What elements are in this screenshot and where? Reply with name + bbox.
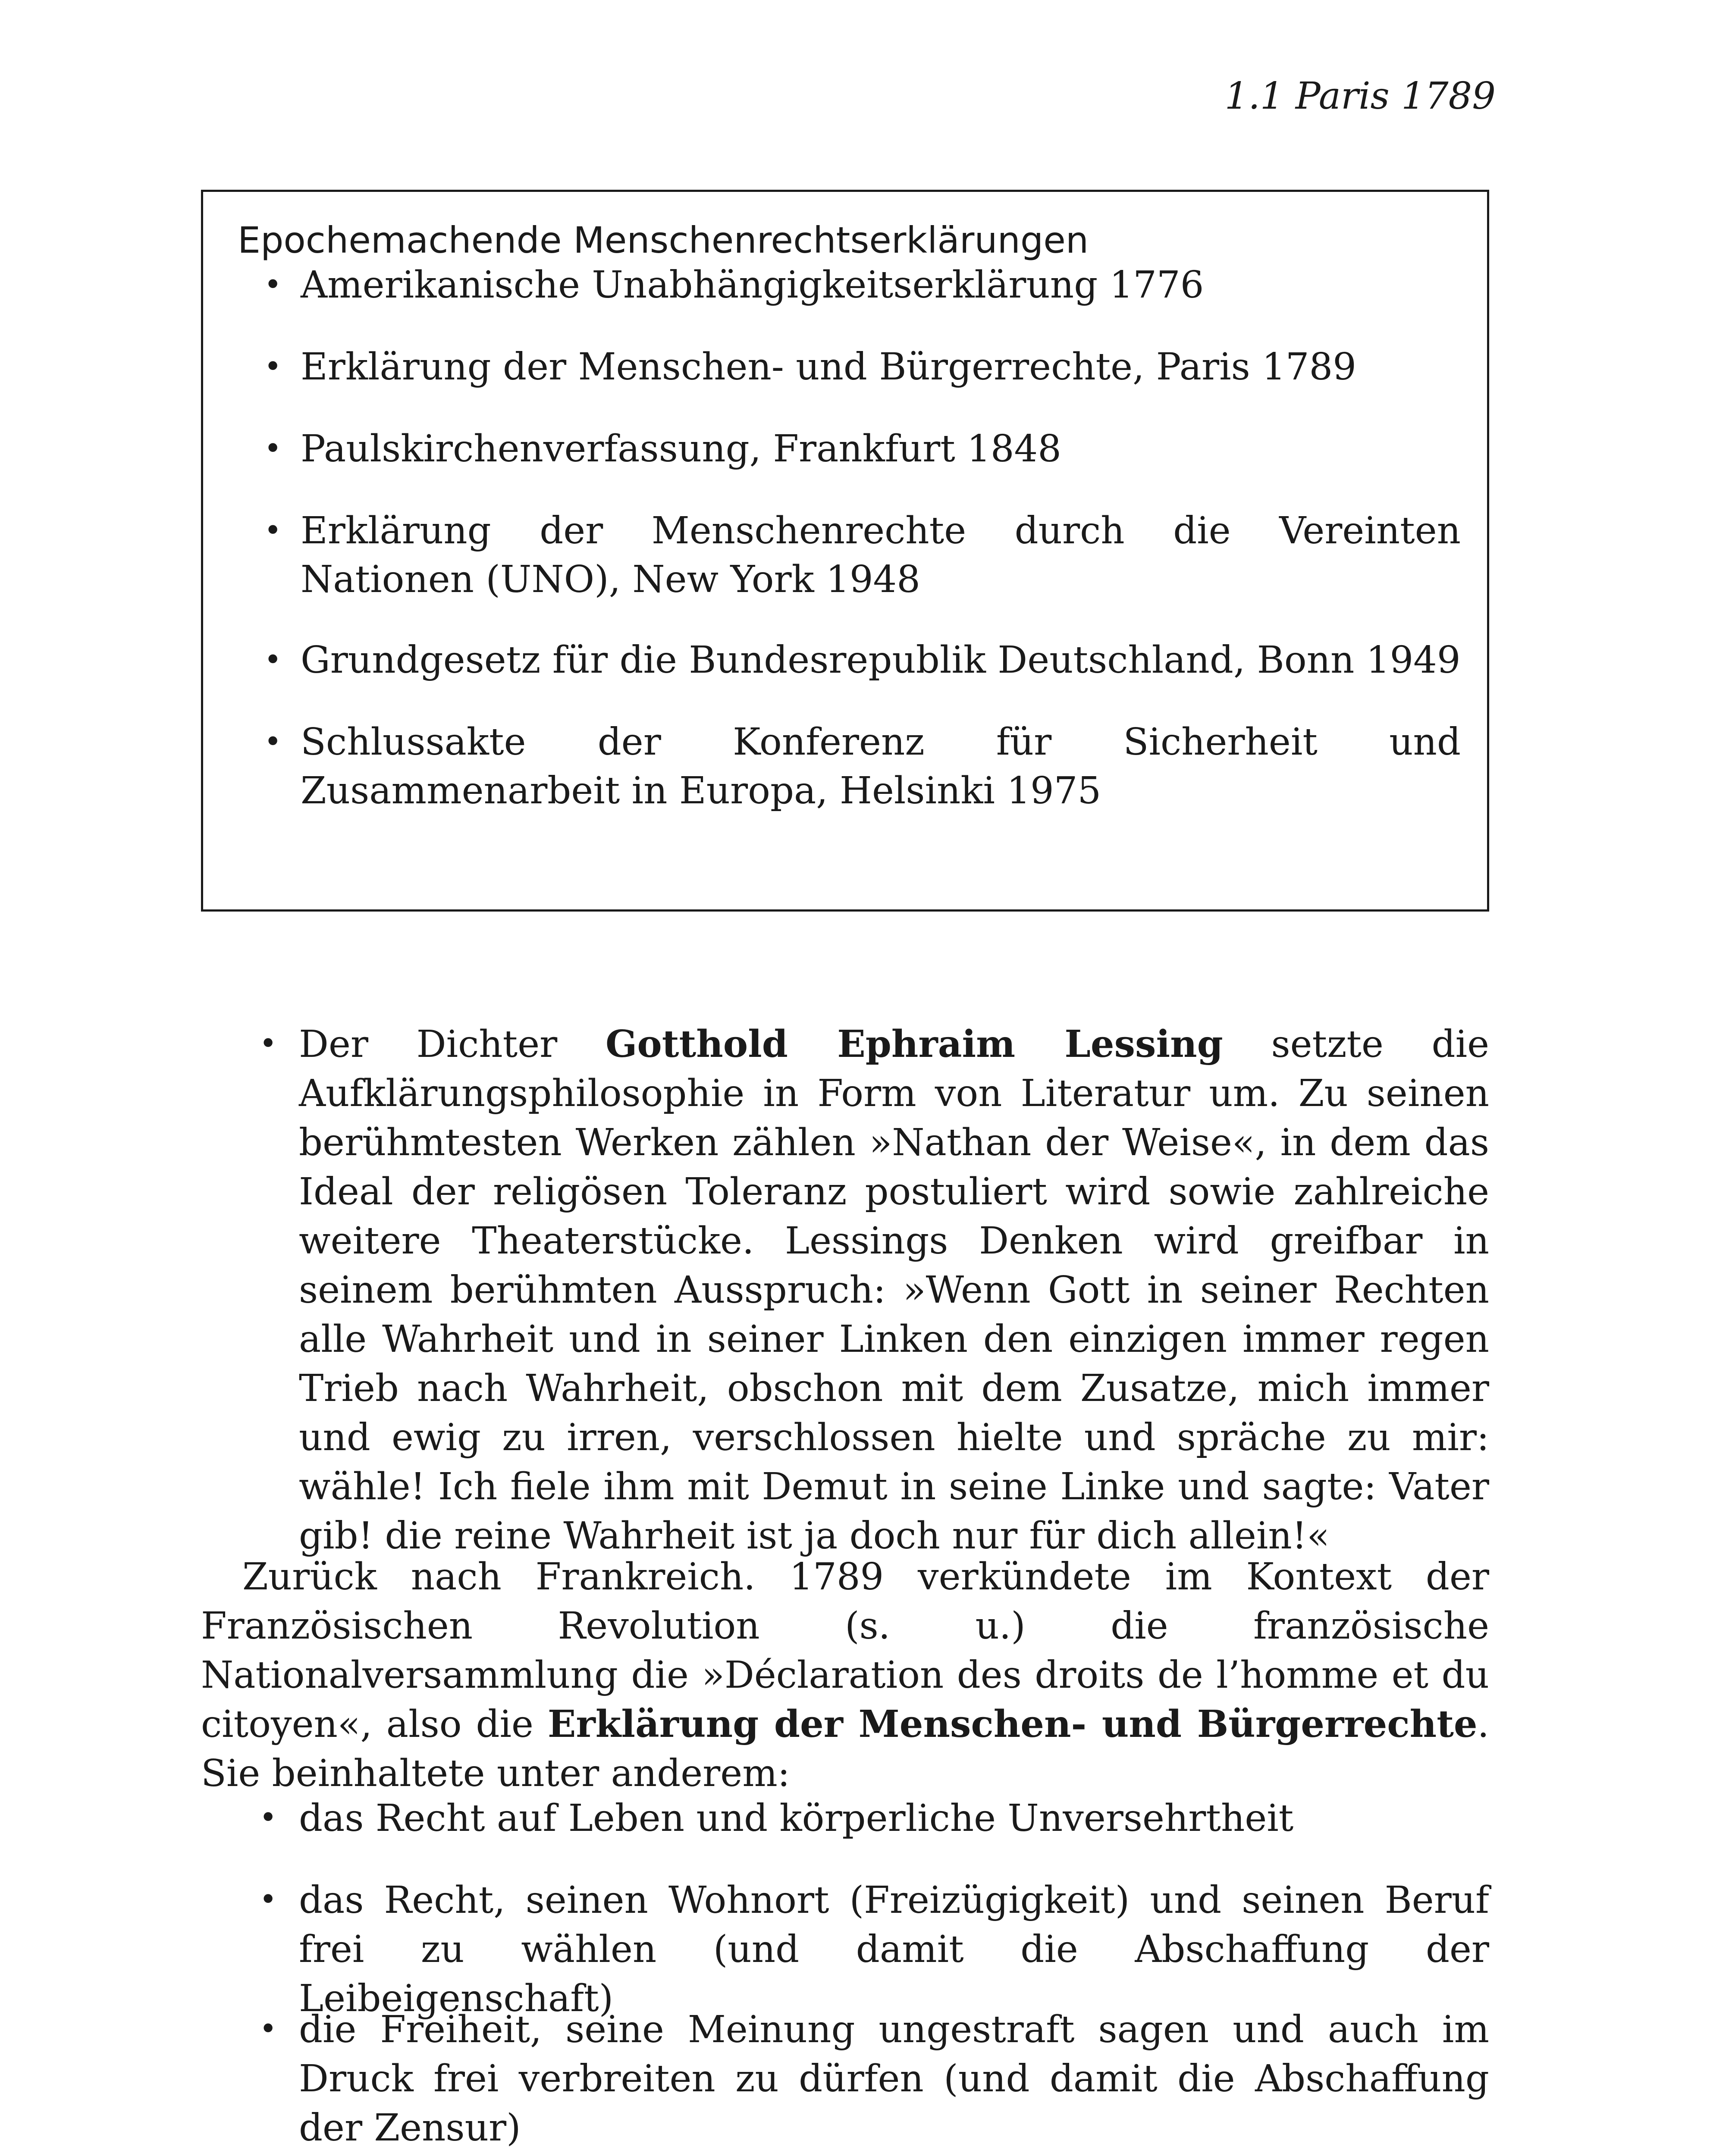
box-item-text: Grundgesetz für die Bundesrepublik Deutschland, Bonn 1949 — [301, 639, 1461, 682]
box-list-item — [264, 507, 1461, 604]
box-item-text: Amerikanische Unabhängigkeitserklärung 1776 — [301, 263, 1204, 307]
right-text: die Freiheit, seine Meinung ungestraft sagen und auch im Druck frei verbreiten zu dürfen (und damit die Abschaffung der Zensur) — [299, 2008, 1489, 2150]
box-list-item — [264, 718, 1461, 815]
lessing-name: Gotthold Ephraim Lessing — [605, 1022, 1223, 1066]
lessing-text-post: setzte die Aufklärungsphilosophie in Form von Literatur um. Zu seinen berühmtesten Werken zählen »Nathan der Weise«, in dem das Ideal der religösen Toleranz postuliert wird sowie zahlreiche weitere Theaterstücke. Lessings Denken wird greifbar in seinem berühmten Ausspruch: »Wenn Gott in seiner Rechten alle Wahrheit und in seiner Linken den einzigen immer regen Trieb nach Wahrheit, obschon mit dem Zusatze, mich immer und ewig zu irren, verschlossen hielte und spräche zu mir: wähle! Ich fiele ihm mit Demut in seine Linke und sagte: Vater gib! die reine Wahrheit ist ja doch nur für dich allein!« — [299, 1023, 1489, 1557]
box-list-item — [264, 636, 1461, 685]
bullet-icon: • — [259, 2011, 277, 2046]
right-text: das Recht, seinen Wohnort (Freizügigkeit) und seinen Beruf frei zu wählen (und damit die Abschaffung der Leibeigenschaft) — [299, 1879, 1489, 2020]
paragraph-bold-term: Erklärung der Menschen- und Bürgerrechte — [547, 1702, 1478, 1746]
bullet-icon: • — [264, 431, 282, 466]
box-list-item — [264, 261, 1461, 310]
bullet-icon: • — [264, 724, 282, 759]
box-item-text: Erklärung der Menschenrechte durch die Vereinten Nationen (UNO), New York 1948 — [301, 509, 1461, 601]
lessing-text-pre: Der Dichter — [299, 1023, 606, 1066]
box-list-item — [264, 425, 1461, 473]
bullet-icon: • — [259, 1800, 277, 1835]
info-box — [201, 190, 1489, 912]
box-item-text: Schlussakte der Konferenz für Sicherheit und Zusammenarbeit in Europa, Helsinki 1975 — [301, 721, 1461, 812]
running-head: 1.1 Paris 1789 — [1224, 75, 1496, 118]
bullet-icon: • — [259, 1026, 277, 1061]
bullet-icon: • — [264, 349, 282, 384]
bullet-icon: • — [259, 1882, 277, 1917]
right-text: das Recht auf Leben und körperliche Unversehrtheit — [299, 1797, 1294, 1840]
list-item — [259, 1876, 1489, 2023]
box-title: Epochemachende Menschenrechtserklärungen — [238, 219, 1089, 261]
bullet-icon: • — [264, 642, 282, 677]
bullet-icon: • — [264, 267, 282, 302]
paragraph-text-pre: Zurück nach Frankreich. 1789 verkündete im Kontext der Französischen Revolution (s. u.) die französische Nationalversammlung die »Déclaration des droits de l’homme et du citoyen«, also die — [201, 1555, 1489, 1746]
box-item-text: Erklärung der Menschen- und Bürgerrechte, Paris 1789 — [301, 345, 1356, 389]
body-paragraph — [201, 1552, 1489, 1798]
list-item — [259, 1794, 1489, 1843]
bullet-icon: • — [264, 513, 282, 548]
list-item — [259, 2005, 1489, 2153]
box-item-text: Paulskirchenverfassung, Frankfurt 1848 — [301, 427, 1061, 470]
paragraph-text-post: . Sie beinhaltete unter anderem: — [201, 1703, 1489, 1795]
list-item — [259, 1020, 1489, 1561]
box-list-item — [264, 343, 1461, 392]
